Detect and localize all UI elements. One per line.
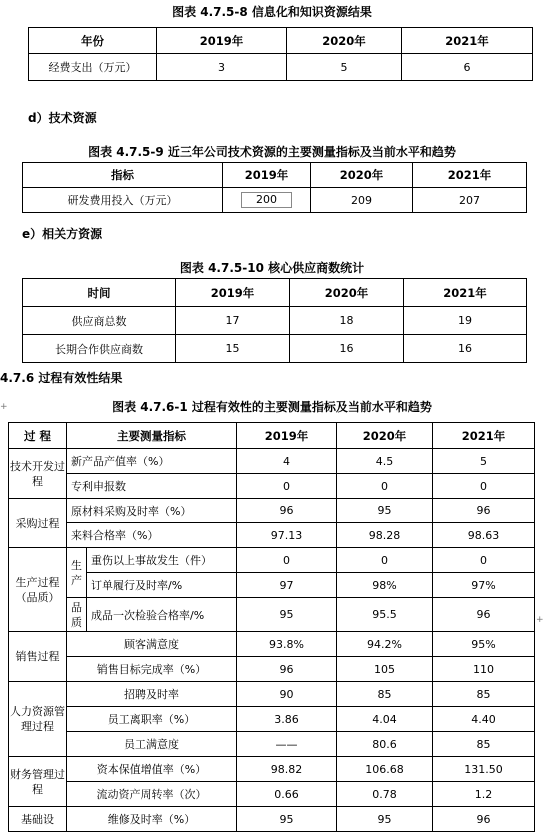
t4-value: 95.5 bbox=[337, 598, 433, 632]
t4-value: 90 bbox=[237, 682, 337, 707]
table-row bbox=[9, 732, 535, 757]
t4-metric: 销售目标完成率（%） bbox=[67, 657, 237, 682]
t4-metric: 资本保值增值率（%） bbox=[67, 757, 237, 782]
t2-label: 研发费用投入（万元） bbox=[23, 188, 223, 213]
t4-group-purchase: 采购过程 bbox=[9, 499, 67, 548]
t4-value: 97.13 bbox=[237, 523, 337, 548]
t4-value: 95 bbox=[337, 499, 433, 523]
t4-value: —— bbox=[237, 732, 337, 757]
t4-value: 96 bbox=[237, 499, 337, 523]
table-row bbox=[9, 807, 535, 832]
t3-header-2021: 2021年 bbox=[404, 279, 527, 307]
t4-metric: 来料合格率（%） bbox=[67, 523, 237, 548]
t3-header-time: 时间 bbox=[23, 279, 176, 307]
table-row bbox=[9, 499, 535, 523]
table-row bbox=[9, 657, 535, 682]
t4-metric: 员工离职率（%） bbox=[67, 707, 237, 732]
t4-metric: 专利申报数 bbox=[67, 474, 237, 499]
section-476-heading: 4.7.6 过程有效性结果 bbox=[0, 371, 123, 385]
table2-caption: 图表 4.7.5-9 近三年公司技术资源的主要测量指标及当前水平和趋势 bbox=[88, 145, 456, 159]
table-row bbox=[9, 707, 535, 732]
t2-header-2019: 2019年 bbox=[223, 163, 311, 188]
table4-caption: 图表 4.7.6-1 过程有效性的主要测量指标及当前水平和趋势 bbox=[112, 400, 432, 414]
t4-group-sales: 销售过程 bbox=[9, 632, 67, 682]
t4-subgroup-quality: 品质 bbox=[67, 598, 87, 632]
t4-value: 85 bbox=[433, 682, 535, 707]
table-anchor-icon: + bbox=[536, 615, 544, 625]
table1-caption: 图表 4.7.5-8 信息化和知识资源结果 bbox=[172, 5, 372, 19]
t4-value: 98% bbox=[337, 573, 433, 598]
t4-group-infra: 基础设 bbox=[9, 807, 67, 832]
t2-value-2021: 207 bbox=[413, 188, 527, 213]
t4-metric: 成品一次检验合格率/% bbox=[87, 598, 237, 632]
t3-label: 长期合作供应商数 bbox=[23, 335, 176, 363]
t4-value: 105 bbox=[337, 657, 433, 682]
t1-value-2019: 3 bbox=[157, 54, 287, 81]
table-row bbox=[9, 782, 535, 807]
table-anchor-icon: + bbox=[0, 402, 8, 412]
t4-group-finance: 财务管理过程 bbox=[9, 757, 67, 807]
t1-header-2021: 2021年 bbox=[402, 28, 533, 54]
t4-value: 5 bbox=[433, 449, 535, 474]
t4-group-hr: 人力资源管理过程 bbox=[9, 682, 67, 757]
t4-value: 0.66 bbox=[237, 782, 337, 807]
t1-header-2019: 2019年 bbox=[157, 28, 287, 54]
t4-value: 80.6 bbox=[337, 732, 433, 757]
t1-header-year: 年份 bbox=[29, 28, 157, 54]
t4-value: 93.8% bbox=[237, 632, 337, 657]
t2-header-2021: 2021年 bbox=[413, 163, 527, 188]
t4-header-2020: 2020年 bbox=[337, 423, 433, 449]
t4-header-metric: 主要测量指标 bbox=[67, 423, 237, 449]
t3-value: 17 bbox=[176, 307, 290, 335]
t4-value: 110 bbox=[433, 657, 535, 682]
t4-value: 85 bbox=[433, 732, 535, 757]
t4-value: 0 bbox=[433, 474, 535, 499]
t4-value: 0 bbox=[237, 548, 337, 573]
t4-value: 97% bbox=[433, 573, 535, 598]
t4-value: 0 bbox=[337, 548, 433, 573]
t3-value: 16 bbox=[404, 335, 527, 363]
table-row bbox=[9, 682, 535, 707]
table-row bbox=[23, 307, 527, 335]
t4-value: 106.68 bbox=[337, 757, 433, 782]
t4-value: 96 bbox=[237, 657, 337, 682]
t4-metric: 订单履行及时率/% bbox=[87, 573, 237, 598]
t4-subgroup-production: 生产 bbox=[67, 548, 87, 598]
t4-header-process: 过 程 bbox=[9, 423, 67, 449]
t4-value: 0.78 bbox=[337, 782, 433, 807]
t4-metric: 流动资产周转率（次） bbox=[67, 782, 237, 807]
table-row bbox=[23, 335, 527, 363]
table-row bbox=[9, 598, 535, 632]
t4-value: 3.86 bbox=[237, 707, 337, 732]
t4-metric: 维修及时率（%） bbox=[67, 807, 237, 832]
t4-value: 96 bbox=[433, 499, 535, 523]
table3-caption: 图表 4.7.5-10 核心供应商数统计 bbox=[179, 261, 365, 275]
t1-label: 经费支出（万元） bbox=[29, 54, 157, 81]
t4-value: 4.04 bbox=[337, 707, 433, 732]
table-row bbox=[9, 449, 535, 474]
t4-metric: 招聘及时率 bbox=[67, 682, 237, 707]
t4-value: 0 bbox=[237, 474, 337, 499]
t4-value: 98.63 bbox=[433, 523, 535, 548]
table-row bbox=[9, 548, 535, 573]
t4-value: 131.50 bbox=[433, 757, 535, 782]
t1-header-2020: 2020年 bbox=[287, 28, 402, 54]
t4-value: 98.28 bbox=[337, 523, 433, 548]
t4-value: 98.82 bbox=[237, 757, 337, 782]
t3-value: 18 bbox=[290, 307, 404, 335]
t4-value: 0 bbox=[337, 474, 433, 499]
table-row bbox=[9, 757, 535, 782]
t4-value: 4.40 bbox=[433, 707, 535, 732]
section-e-heading: e）相关方资源 bbox=[22, 227, 103, 241]
t4-value: 95% bbox=[433, 632, 535, 657]
t4-value: 96 bbox=[433, 807, 535, 832]
table-row bbox=[9, 573, 535, 598]
t1-value-2021: 6 bbox=[402, 54, 533, 81]
t4-value: 96 bbox=[433, 598, 535, 632]
t4-value: 4 bbox=[237, 449, 337, 474]
t4-value: 95 bbox=[237, 807, 337, 832]
table4 bbox=[8, 422, 535, 832]
t2-value-2019: 200 bbox=[241, 192, 292, 208]
t4-value: 95 bbox=[237, 598, 337, 632]
t4-metric: 重伤以上事故发生（件） bbox=[87, 548, 237, 573]
table-row bbox=[9, 474, 535, 499]
t4-value: 94.2% bbox=[337, 632, 433, 657]
table1 bbox=[28, 27, 533, 81]
t3-header-2020: 2020年 bbox=[290, 279, 404, 307]
table3 bbox=[22, 278, 527, 363]
t4-metric: 员工满意度 bbox=[67, 732, 237, 757]
t4-value: 97 bbox=[237, 573, 337, 598]
t4-value: 0 bbox=[433, 548, 535, 573]
t3-label: 供应商总数 bbox=[23, 307, 176, 335]
t4-value: 4.5 bbox=[337, 449, 433, 474]
t3-value: 15 bbox=[176, 335, 290, 363]
t3-value: 16 bbox=[290, 335, 404, 363]
t4-header-2021: 2021年 bbox=[433, 423, 535, 449]
t4-metric: 顾客满意度 bbox=[67, 632, 237, 657]
t4-value: 95 bbox=[337, 807, 433, 832]
t2-value-2020: 209 bbox=[311, 188, 413, 213]
t3-value: 19 bbox=[404, 307, 527, 335]
t4-metric: 新产品产值率（%） bbox=[67, 449, 237, 474]
section-d-heading: d）技术资源 bbox=[28, 111, 97, 125]
t4-metric: 原材料采购及时率（%） bbox=[67, 499, 237, 523]
t2-header-2020: 2020年 bbox=[311, 163, 413, 188]
t4-group-tech: 技术开发过程 bbox=[9, 449, 67, 499]
t4-header-2019: 2019年 bbox=[237, 423, 337, 449]
table-row bbox=[9, 523, 535, 548]
t4-value: 85 bbox=[337, 682, 433, 707]
t2-header-metric: 指标 bbox=[23, 163, 223, 188]
table2 bbox=[22, 162, 527, 213]
t3-header-2019: 2019年 bbox=[176, 279, 290, 307]
t4-value: 1.2 bbox=[433, 782, 535, 807]
t1-value-2020: 5 bbox=[287, 54, 402, 81]
t4-group-production: 生产过程（品质） bbox=[9, 548, 67, 632]
table-row bbox=[9, 632, 535, 657]
